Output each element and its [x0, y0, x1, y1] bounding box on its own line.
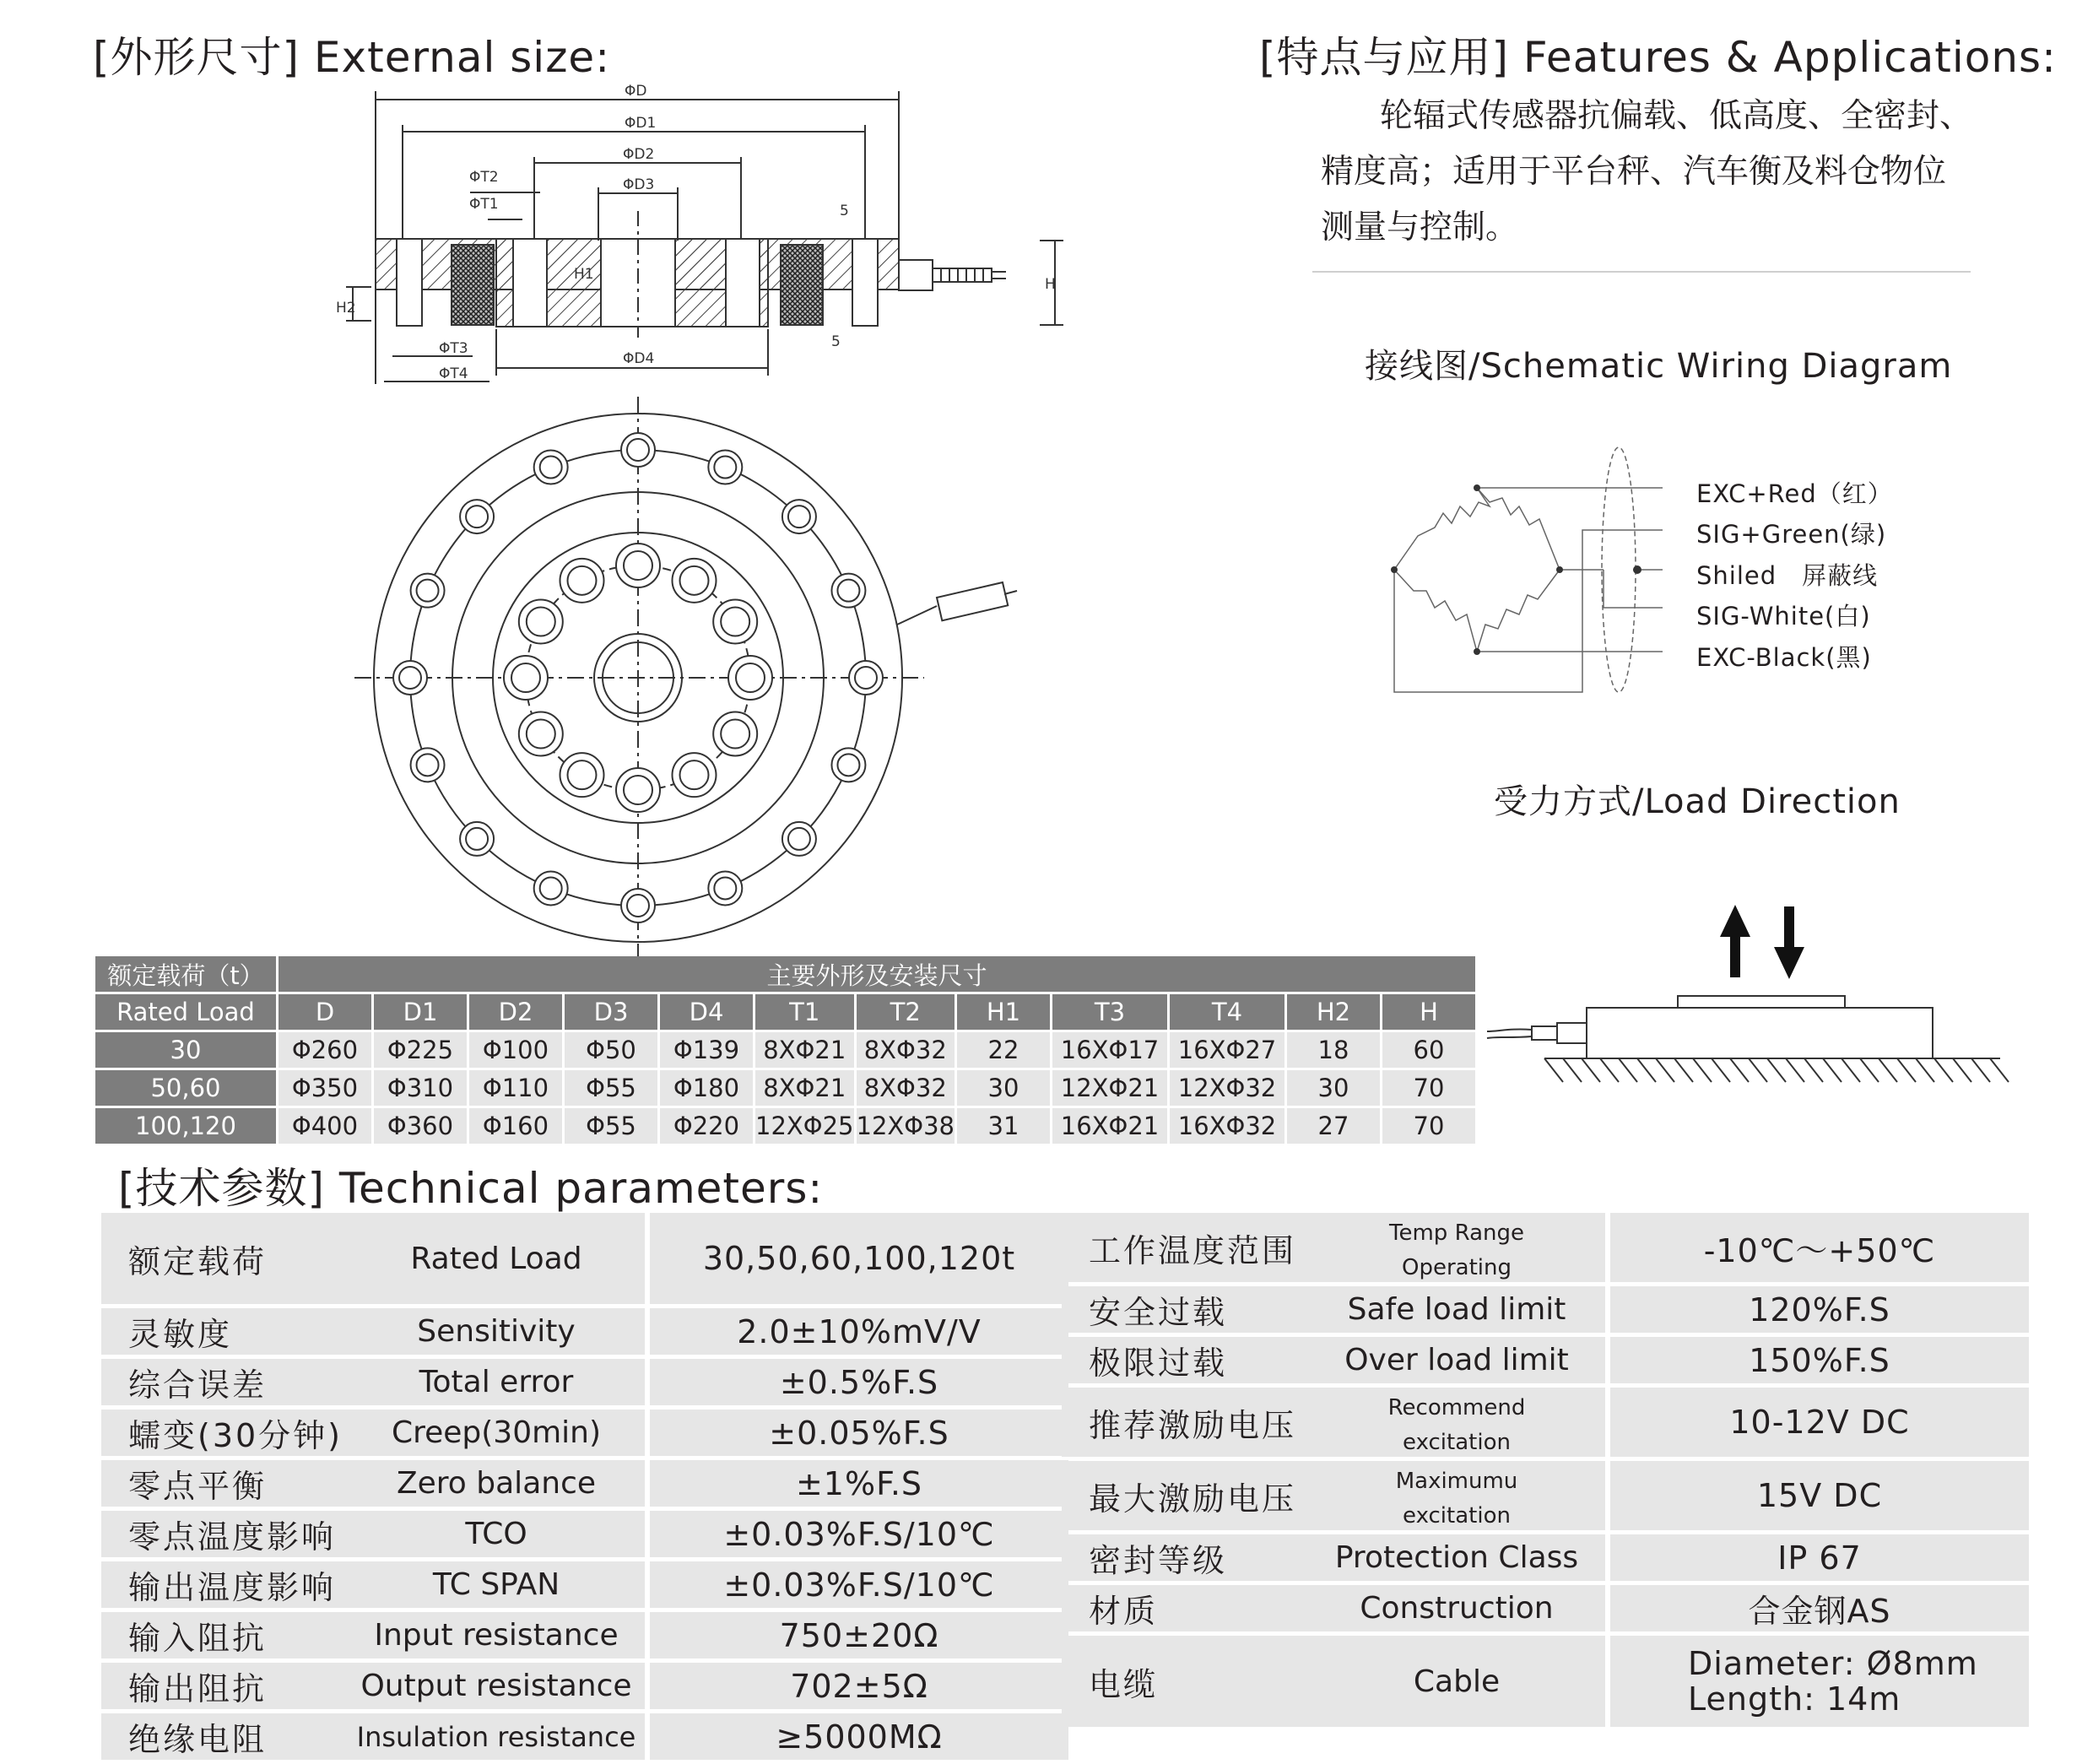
col-header: H1 — [957, 994, 1050, 1030]
ground-hatch-line — [1674, 1058, 1693, 1082]
mounting-hole — [466, 828, 488, 850]
table-row — [101, 1410, 1068, 1456]
param-cn: 安全过载 — [1062, 1286, 1308, 1333]
param-en: Safe load limit — [1308, 1286, 1605, 1333]
col-header: T4 — [1170, 994, 1284, 1030]
ground-hatch-line — [1860, 1058, 1879, 1082]
cell: 30 — [957, 1070, 1050, 1106]
label-d4: ΦD4 — [623, 350, 655, 367]
param-cn: 蠕变(30分钟) — [101, 1410, 348, 1456]
cell: 12XΦ25 — [755, 1108, 854, 1144]
param-en-line-2: excitation — [1403, 1503, 1511, 1529]
table-row — [1062, 1636, 2029, 1727]
cable-diameter: Diameter: Ø8mm — [1688, 1645, 1978, 1682]
cell: Φ50 — [565, 1032, 657, 1068]
param-cn: 灵敏度 — [101, 1308, 348, 1355]
bolt-hole — [527, 720, 555, 749]
bolt-hole — [527, 608, 555, 636]
label-t3: ΦT3 — [439, 340, 468, 357]
ground-hatch-line — [1823, 1058, 1842, 1082]
table-row — [1062, 1461, 2029, 1530]
wiring-heading: 接线图/Schematic Wiring Diagram — [1365, 347, 1953, 386]
param-en-line-1: Temp Range — [1389, 1220, 1524, 1246]
ground-hatch-line — [1804, 1058, 1823, 1082]
cell: Φ260 — [279, 1032, 371, 1068]
cell: 70 — [1382, 1108, 1475, 1144]
table-row — [101, 1308, 1068, 1355]
mounting-hole — [466, 506, 488, 528]
col-header: D2 — [469, 994, 562, 1030]
features-divider — [1312, 271, 1971, 273]
cell: Φ360 — [374, 1108, 467, 1144]
param-value: ±0.03%F.S/10℃ — [645, 1561, 1068, 1608]
row-load: 100,120 — [95, 1108, 276, 1144]
cell: Φ350 — [279, 1070, 371, 1106]
mounting-hole — [627, 895, 649, 917]
param-en: Cable — [1308, 1636, 1605, 1727]
param-value: 750±20Ω — [645, 1612, 1068, 1658]
main-dimensions-header: 主要外形及安装尺寸 — [279, 956, 1475, 992]
label-h1: H1 — [574, 266, 594, 283]
param-en — [1308, 1388, 1605, 1457]
param-en-line-1: Recommend — [1387, 1395, 1526, 1420]
table-row — [1062, 1585, 2029, 1631]
param-cn: 绝缘电阻 — [101, 1713, 348, 1760]
cell: Φ310 — [374, 1070, 467, 1106]
ground-hatch-line — [1934, 1058, 1953, 1082]
param-en: TCO — [348, 1511, 645, 1557]
table-row — [101, 1511, 1068, 1557]
features-line-3: 测量与控制。 — [1321, 208, 1519, 246]
label-5-top: 5 — [840, 203, 849, 219]
table-row — [101, 1663, 1068, 1709]
table-row — [95, 1070, 1475, 1106]
cell: 12XΦ32 — [1170, 1070, 1284, 1106]
param-value: 120%F.S — [1605, 1286, 2029, 1333]
param-value: ±0.5%F.S — [645, 1359, 1068, 1405]
param-en-line-1: Maximumu — [1395, 1469, 1518, 1494]
param-en: Zero balance — [348, 1460, 645, 1507]
table-row — [101, 1460, 1068, 1507]
row-load: 30 — [95, 1032, 276, 1068]
mounting-hole — [540, 457, 562, 479]
table-row — [101, 1713, 1068, 1760]
ground-hatch-line — [1619, 1058, 1637, 1082]
label-t1: ΦT1 — [469, 196, 499, 213]
table-row — [1062, 1213, 2029, 1282]
cable-length: Length: 14m — [1688, 1680, 1901, 1718]
param-value: 30,50,60,100,120t — [645, 1213, 1068, 1304]
param-value: IP 67 — [1605, 1534, 2029, 1581]
features-heading: [特点与应用] Features & Applications: — [1259, 33, 2057, 82]
table-row — [95, 1032, 1475, 1068]
mounting-hole — [714, 877, 736, 899]
bolt-hole — [680, 566, 709, 595]
table-row — [101, 1359, 1068, 1405]
param-value: ±1%F.S — [645, 1460, 1068, 1507]
param-en: Input resistance — [348, 1612, 645, 1658]
cell: 18 — [1287, 1032, 1380, 1068]
param-en: Total error — [348, 1359, 645, 1405]
ground-hatch-line — [1990, 1058, 2009, 1082]
param-en: Output resistance — [348, 1663, 645, 1709]
col-header: T2 — [857, 994, 955, 1030]
col-header: T1 — [755, 994, 854, 1030]
param-en: Creep(30min) — [348, 1410, 645, 1456]
cell: Φ180 — [660, 1070, 753, 1106]
label-5-bottom: 5 — [831, 333, 841, 350]
top-view-drawing — [354, 397, 1030, 962]
ground-hatch-line — [1879, 1058, 1897, 1082]
cell: Φ139 — [660, 1032, 753, 1068]
table-row — [1062, 1337, 2029, 1383]
cell: 12XΦ21 — [1052, 1070, 1167, 1106]
mounting-hole — [837, 754, 859, 776]
cell: Φ55 — [565, 1070, 657, 1106]
ground-hatch-line — [1953, 1058, 1971, 1082]
param-value: ±0.05%F.S — [645, 1410, 1068, 1456]
table-row — [101, 1561, 1068, 1608]
features-line-2: 精度高；适用于平台秤、汽车衡及料仓物位 — [1321, 153, 1947, 191]
cell: 16XΦ17 — [1052, 1032, 1167, 1068]
param-cn: 零点温度影响 — [101, 1511, 348, 1557]
param-cn: 推荐激励电压 — [1062, 1388, 1308, 1457]
param-en: TC SPAN — [348, 1561, 645, 1608]
param-cn: 综合误差 — [101, 1359, 348, 1405]
param-value: 2.0±10%mV/V — [645, 1308, 1068, 1355]
param-en-line-2: excitation — [1403, 1430, 1511, 1455]
cell: 16XΦ32 — [1170, 1108, 1284, 1144]
cell: 60 — [1382, 1032, 1475, 1068]
ground-hatch-line — [1730, 1058, 1749, 1082]
side-view-drawing — [321, 76, 1080, 397]
ground-hatch-line — [1600, 1058, 1619, 1082]
row-load: 50,60 — [95, 1070, 276, 1106]
label-d3: ΦD3 — [623, 176, 655, 193]
param-value: 702±5Ω — [645, 1663, 1068, 1709]
cell: 22 — [957, 1032, 1050, 1068]
cell: 16XΦ27 — [1170, 1032, 1284, 1068]
param-cn: 电缆 — [1062, 1636, 1308, 1727]
table-row — [101, 1612, 1068, 1658]
bolt-hole — [568, 760, 597, 789]
param-cn: 输出温度影响 — [101, 1561, 348, 1608]
bolt-hole — [680, 760, 709, 789]
features-line-1: 轮辐式传感器抗偏载、低高度、全密封、 — [1380, 97, 1973, 135]
param-cn: 极限过载 — [1062, 1337, 1308, 1383]
cell: Φ55 — [565, 1108, 657, 1144]
col-header: H — [1382, 994, 1475, 1030]
dimension-table — [93, 954, 1478, 1146]
wire-sig-minus: SIG-White(白) — [1696, 602, 1871, 630]
param-cn: 工作温度范围 — [1062, 1213, 1308, 1282]
mounting-hole — [417, 754, 439, 776]
cell: 31 — [957, 1108, 1050, 1144]
col-header: D — [279, 994, 371, 1030]
cell: 27 — [1287, 1108, 1380, 1144]
table-row — [101, 1213, 1068, 1304]
table-row — [1062, 1286, 2029, 1333]
wire-shield: Shiled 屏蔽线 — [1696, 561, 1879, 590]
param-en — [1308, 1461, 1605, 1530]
label-d2: ΦD2 — [623, 146, 655, 163]
cell: 8XΦ21 — [755, 1070, 854, 1106]
bolt-hole — [721, 720, 749, 749]
cell: 70 — [1382, 1070, 1475, 1106]
mounting-hole — [837, 580, 859, 602]
mounting-hole — [627, 439, 649, 461]
ground-hatch-line — [1637, 1058, 1656, 1082]
ground-hatch-line — [1563, 1058, 1582, 1082]
rated-load-cn-header: 额定载荷（t） — [95, 956, 276, 992]
tech-params-left — [101, 1209, 1068, 1764]
ground-hatch-line — [1693, 1058, 1712, 1082]
param-en: Protection Class — [1308, 1534, 1605, 1581]
param-en: Construction — [1308, 1585, 1605, 1631]
param-cn: 输出阻抗 — [101, 1663, 348, 1709]
param-cn: 材质 — [1062, 1585, 1308, 1631]
cell: 30 — [1287, 1070, 1380, 1106]
ground-hatch-line — [1767, 1058, 1786, 1082]
param-en: Insulation resistance — [348, 1713, 645, 1760]
label-t4: ΦT4 — [439, 365, 468, 382]
ground-hatch-line — [1971, 1058, 1990, 1082]
label-d1: ΦD1 — [625, 115, 657, 132]
features-text — [1321, 89, 2013, 256]
bolt-hole — [624, 551, 652, 580]
param-en — [1308, 1213, 1605, 1282]
mounting-hole — [714, 457, 736, 479]
cell: Φ220 — [660, 1108, 753, 1144]
load-direction-heading: 受力方式/Load Direction — [1494, 782, 1901, 821]
param-cn: 最大激励电压 — [1062, 1461, 1308, 1530]
param-value: 合金钢AS — [1605, 1585, 2029, 1631]
param-value: 150%F.S — [1605, 1337, 2029, 1383]
ground-hatch-line — [1582, 1058, 1600, 1082]
bolt-hole — [624, 776, 652, 804]
load-arrows-icon — [1720, 905, 1804, 979]
wiring-diagram — [1376, 439, 1663, 709]
param-cn: 密封等级 — [1062, 1534, 1308, 1581]
wire-exc-plus: EXC+Red（红） — [1696, 479, 1893, 508]
param-value: ±0.03%F.S/10℃ — [645, 1511, 1068, 1557]
col-header: D1 — [374, 994, 467, 1030]
mounting-hole — [788, 828, 810, 850]
cell: 8XΦ32 — [857, 1070, 955, 1106]
param-value: 10-12V DC — [1605, 1388, 2029, 1457]
mounting-hole — [417, 580, 439, 602]
param-cn: 额定载荷 — [101, 1213, 348, 1304]
ground-hatch-line — [1916, 1058, 1934, 1082]
label-d: ΦD — [625, 83, 647, 100]
param-cn: 零点平衡 — [101, 1460, 348, 1507]
mounting-hole — [855, 667, 877, 689]
mounting-hole — [399, 667, 421, 689]
param-en: Rated Load — [348, 1213, 645, 1304]
mounting-hole — [788, 506, 810, 528]
bolt-hole — [721, 608, 749, 636]
cell: Φ400 — [279, 1108, 371, 1144]
ground-hatch-line — [1786, 1058, 1804, 1082]
param-cn: 输入阻抗 — [101, 1612, 348, 1658]
cell: 12XΦ38 — [857, 1108, 955, 1144]
param-value: 15V DC — [1605, 1461, 2029, 1530]
label-h2: H2 — [336, 300, 356, 317]
col-header: D4 — [660, 994, 753, 1030]
table-row — [1062, 1534, 2029, 1581]
table-row — [1062, 1388, 2029, 1457]
cell: Φ110 — [469, 1070, 562, 1106]
param-en: Sensitivity — [348, 1308, 645, 1355]
bolt-hole — [736, 663, 765, 692]
rated-load-en-header: Rated Load — [95, 994, 276, 1030]
cell: 8XΦ21 — [755, 1032, 854, 1068]
param-value: ≥5000MΩ — [645, 1713, 1068, 1760]
bolt-hole — [568, 566, 597, 595]
cell: 16XΦ21 — [1052, 1108, 1167, 1144]
table-row — [95, 1108, 1475, 1144]
wire-exc-minus: EXC-Black(黑) — [1696, 643, 1872, 672]
load-direction-drawing — [1477, 895, 2017, 1097]
cell: Φ100 — [469, 1032, 562, 1068]
ground-hatch-line — [1544, 1058, 1563, 1082]
cell: Φ225 — [374, 1032, 467, 1068]
mounting-hole — [540, 877, 562, 899]
col-header: T3 — [1052, 994, 1167, 1030]
param-en-line-2: Operating — [1402, 1255, 1512, 1280]
wire-sig-plus: SIG+Green(绿) — [1696, 520, 1887, 549]
label-t2: ΦT2 — [469, 169, 499, 186]
ground-hatch-line — [1656, 1058, 1674, 1082]
col-header: D3 — [565, 994, 657, 1030]
param-value: -10℃～+50℃ — [1605, 1213, 2029, 1282]
cell: 8XΦ32 — [857, 1032, 955, 1068]
ground-hatch-line — [1749, 1058, 1767, 1082]
tech-params-right — [1062, 1209, 2029, 1731]
col-header: H2 — [1287, 994, 1380, 1030]
ground-hatch-line — [1712, 1058, 1730, 1082]
external-size-heading: [外形尺寸] External size: — [93, 33, 611, 82]
technical-heading: [技术参数] Technical parameters: — [118, 1164, 824, 1213]
bolt-hole — [511, 663, 540, 692]
ground-hatch-line — [1897, 1058, 1916, 1082]
label-h: H — [1045, 276, 1056, 293]
param-value — [1605, 1636, 2029, 1727]
cell: Φ160 — [469, 1108, 562, 1144]
param-en: Over load limit — [1308, 1337, 1605, 1383]
ground-hatch-line — [1842, 1058, 1860, 1082]
